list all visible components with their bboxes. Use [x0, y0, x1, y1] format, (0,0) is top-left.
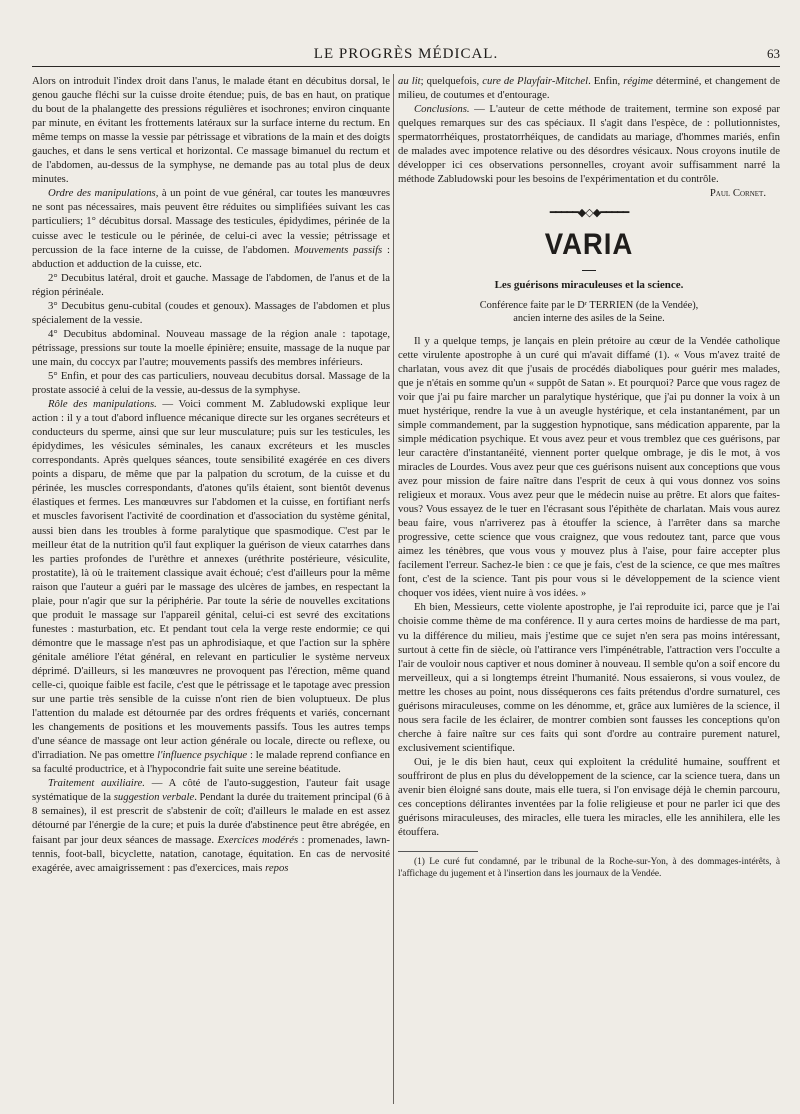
paragraph: 4° Decubitus abdominal. Nouveau massage de la région anale : tapotage, pétrissage, pressions sur toute la moelle épinière; ensuite, massage de la nuque par une main, du coccyx par l'autre; mouvements passifs des membres inférieurs. [32, 327, 390, 368]
article-title: Les guérisons miraculeuses et la science. [494, 279, 684, 292]
paragraph: Eh bien, Messieurs, cette violente apostrophe, je l'ai reproduite ici, parce que je l'ai choisie comme thème de ma conférence. Il y aura certes moins de hardiesse de ma part, vu la différence du milieu, mais j'estime que ce sujet n'en sera pas moins intéressant, surtout à cette fin de siècle, où l'attirance vers l'impénétrable, l'attraction vers l'occulte a l'air de vouloir nous captiver et nous dominer à nouveau. Il semble qu'on a soif encore du merveilleux, qui a si longtemps étreint l'humanité. Nous essaierons, si vous voulez, de mettre les choses au point, nous disséquerons ces faits prétendus d'ordre surnaturel, ces guérisons miraculeuses, comme on les dénomme, et, grâce aux lumières de la science, il nous sera facile de les éclairer, de montrer combien sont fausses les conceptions qu'on cherche à faire naître sur ces faits qui sont d'ordre au contraire purement naturel, exclusivement scientifique. [398, 601, 780, 754]
page-number: 63 [767, 46, 780, 61]
paragraph: Alors on introduit l'index droit dans l'anus, le malade étant en décubitus dorsal, le genou gauche fléchi sur la cuisse droite étendue; puis, de bas en haut, on pratique du bout de la phalangette des pressions régulières et isochrones; environ cinquante par minute, en évitant les frottements latéraux sur la surface interne du rectum. En même temps on masse la vessie par pétrissage et vibrations de la main et des doigts gauches, et dans le sens vertical et horizontal. Ce massage bimanuel du rectum et de l'abdomen, au-dessus de la symphyse, ne demande pas au total plus de deux minutes. [32, 75, 390, 186]
article-byline: Conférence faite par le Dʳ TERRIEN (de la Vendée), ancien interne des asiles de la Seine. [479, 299, 699, 325]
paragraph: 3° Decubitus genu-cubital (coudes et genoux). Massages de l'abdomen et plus spécialement de la vessie. [32, 299, 390, 326]
footnote-rule [398, 851, 478, 852]
right-column [398, 74, 780, 1104]
heading-dash [398, 264, 780, 274]
header-rule [32, 66, 780, 67]
paragraph: 2° Decubitus latéral, droit et gauche. Massage de l'abdomen, de l'anus et de la région périnéale. [32, 271, 390, 298]
column-divider [393, 74, 394, 1104]
footnote: (1) Le curé fut condamné, par le tribunal de la Roche-sur-Yon, à des dommages-intérêts, à l'affichage du jugement et à l'insertion dans les journaux de la Vendée. [398, 857, 780, 880]
section-heading: VARIA [544, 228, 634, 262]
paragraph: Traitement auxiliaire. — A côté de l'auto-suggestion, l'auteur fait usage systématique de la suggestion verbale. Pendant la durée du traitement principal (6 à 8 semaines), il est prescrit de s'abstenir de coït; d'ailleurs le malade en est assez détourné par l'énergie de la cure; et puis la durée d'abstinence peut être abrégée, en faisant par jour deux séances de massage. Exercices modérés : promenades, lawn-tennis, foot-ball, bicyclette, natation, canotage, équitation. En cas de nervosité exagérée, avec amaigrissement : pas d'exercices, mais repos [32, 777, 390, 874]
paragraph: Ordre des manipulations, à un point de vue général, car toutes les manœuvres ne sont pas nécessaires, mais peuvent être réduites ou simplifiées suivant les cas particuliers; 1° décubitus dorsal. Massage des testicules, épidydimes, périnée de la cuisse avec le testicule ou le périnée, de celui-ci avec la vessie; pétrissage et percussion de la face interne de la cuisse, de l'abdomen. Mouvements passifs : abduction et adduction de la cuisse, etc. [32, 187, 390, 270]
paragraph: au lit; quelquefois, cure de Playfair-Mitchel. Enfin, régime déterminé, et changement de milieu, de coutumes et d'entourage. [398, 75, 780, 102]
section-ornament: ━━━━━◆◇◆━━━━━ [549, 207, 629, 220]
journal-title: LE PROGRÈS MÉDICAL. [313, 46, 499, 62]
author-signature: Paul Cornet. [709, 187, 766, 200]
paragraph: Rôle des manipulations. — Voici comment M. Zabludowski explique leur action : il y a tout d'abord influence mécanique directe sur les organes secréteurs et conducteurs du sperme, ainsi que sur leur musculature; puis sur les testicules, les épidydimes, les vésicules séminales, les canaux excréteurs et les muscles correspondants. Après quelques séances, toute sensibilité exagérée en ces divers points a disparu, de même que par la palpation du scrotum, de la cuisse et du périnée, les muscles correspondants, d'atones qu'ils étaient, sont bientôt devenus élastiques et fermes. Les manœuvres sur l'abdomen et la cuisse, en fortifiant nerfs et muscles favorisent l'activité de coordination et d'association du système génital, aussi bien dans les troubles à forme paralytique que spasmodique. C'est par le meilleur état de la nutrition qu'il faut expliquer la guérison de vieux catarrhes dans les parties profondes de l'urèthre et annexes (uréthrite postérieure, vésiculite, prostatite), là où le traitement classique avait échoué; c'est d'ailleurs pour la même raison que l'auteur a guéri par le massage des ulcères de jambes, en respectant la plaie, pour n'agir que sur la périphérie. Par toute la série de nouvelles excitations que produit le massage sur l'appareil génital, celui-ci est sevré des excitations funestes : masturbation, etc. Et pendant tout cela la verge reste endormie; ce qui démontre que le massage n'est pas un aphrodisiaque, et que l'action sur la sphère génitale améliore l'état général, en relevant en particulier le système nerveux déprimé. D'ailleurs, si les manœuvres ne provoquent pas l'érection, même quand celle-ci, quoique faible est facile, c'est que le pétrissage et le tapotage avec pression sur une partie très sensible de la cuisse n'ont rien de bien voluptueux. De plus l'attention du malade est détournée par des ordres fréquents et variés, concernant les changements de positions et les mouvements passifs. Tous les autres temps d'une séance de massage ont leur action générale ou locale, directe ou reflexe, ou d'irradiation. Ne pas omettre l'influence psychique : le malade reprend confiance en sa faculté productrice, et à l'hypocondrie fait suite une sereine béatitude. [32, 398, 390, 776]
page-header [32, 42, 780, 68]
paragraph: Il y a quelque temps, je lançais en plein prétoire au cœur de la Vendée catholique cette virulente apostrophe à un curé qui m'avait diffamé (1). « Vous m'avez traité de charlatan, vous avez dit que j'usais de procédés diaboliques pour guérir mes malades, que je n'étais en somme qu'un « suppôt de Satan ». Et pourquoi? Parce que vous ragez de voir que j'ai pu faire marcher un paralytique hystérique, que j'ai pu donner la voix à un muet hystérique, rendre la vue à un aveugle hystérique, et cela instantanément, par un simple commandement, par la suggestion hypnotique, sans médication apparente, par la simple médication psychique. Et vous avez peur et vous tremblez que ces guérisons, par leur caractère d'instantanéité, viennent porter quelque ombrage, je dis le mot, à vos miracles de Lourdes. Vous avez peur que ces guérisons nuisent aux conceptions que vous avez pour mission de faire naître dans l'esprit de ceux à qui vous donnez vos soins religieux et moraux. Vous avez peur que le médecin nuise au prêtre. Et alors que faites-vous? Vous essayez de le tuer en l'écrasant sous l'épithète de charlatan. Mais vous aurez beau faire, vous n'arriverez pas à étouffer la science, à l'arrêter dans sa marche progressive, cette science que vous craignez, que vous redoutez tant, parce que vous aimez les ténèbres, que vous vous y mouvez plus à l'aise, pour faire accepter plus facilement l'erreur. Sachez-le bien : ce que je fais, c'est de la science, ce que mes maîtres font, c'est de la science. Tant pis pour vous si le développement de la science vient choquer vos idées, vient nuire à vos idées. » [398, 334, 780, 600]
paragraph: Oui, je le dis bien haut, ceux qui exploitent la crédulité humaine, souffrent et souffriront de plus en plus du développement de la science, car la science tuera, dans un avenir bien éloigné sans doute, mais elle tuera, si l'on envisage déjà le chemin parcouru, ces conceptions délirantes inventées par la folie religieuse et pour ne parler ici que des guérisons miraculeuses, des miracles, elle tuera les miracles, elle les annihilera, elle les étouffera. [398, 755, 780, 839]
paragraph: 5° Enfin, et pour des cas particuliers, nouveau decubitus dorsal. Massage de la prostate associé à celui de la vessie, au-dessus de la symphyse. [32, 369, 390, 397]
left-column [32, 74, 390, 1104]
paragraph: Conclusions. — L'auteur de cette méthode de traitement, termine son exposé par quelques remarques sur des cas spéciaux. Il s'agit dans l'espèce, de : pollutionnistes, spermatorrhéiques, prostatorrhéiques, de candidats au mariage, d'hommes mariés, enfin de malades avec impotence relative ou des désordres vésicaux. Nous croyons inutile de développer ici ces observations personnelles, croyant avoir suffisamment narré la méthode Zabludowski pour les besoins de l'expérimentation et du contrôle. Paul Cornet. [398, 103, 780, 200]
